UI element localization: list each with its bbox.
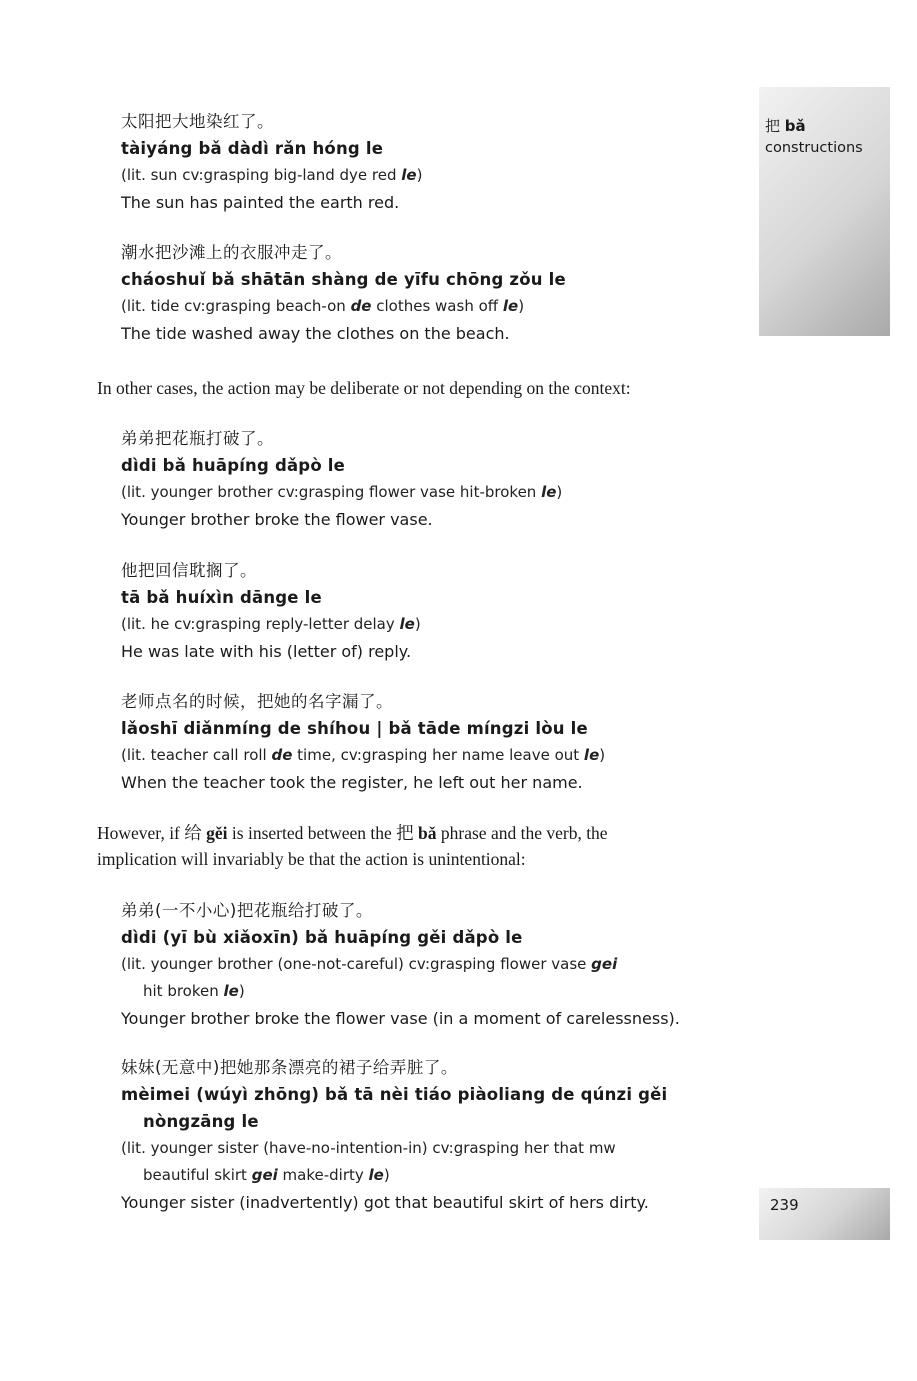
example-2 — [121, 239, 751, 347]
example-1 — [121, 108, 751, 216]
example-literal-continued: beautiful skirt gei make-dirty le) — [143, 1166, 390, 1184]
example-4 — [121, 557, 751, 665]
example-pinyin-continued: nòngzāng le — [143, 1112, 259, 1131]
example-hanzi: 老师点名的时候，把她的名字漏了。 — [121, 692, 393, 711]
example-5 — [121, 688, 751, 796]
page-number-tab — [759, 1188, 890, 1240]
example-hanzi: 他把回信耽搁了。 — [121, 561, 257, 580]
example-pinyin: dìdi (yī bù xiǎoxīn) bǎ huāpíng gěi dǎpò le — [121, 928, 523, 947]
section-tab-pinyin: bǎ — [784, 117, 806, 135]
example-pinyin: cháoshuǐ bǎ shātān shàng de yīfu chōng zǒu le — [121, 270, 566, 289]
example-translation: When the teacher took the register, he left out her name. — [121, 773, 583, 792]
prose-paragraph-2: However, if 给 gěi is inserted between the 把 bǎ phrase and the verb, the implication will invariably be that the action is unintentional: — [97, 823, 608, 869]
example-hanzi: 潮水把沙滩上的衣服冲走了。 — [121, 243, 342, 262]
section-tab-heading — [765, 115, 806, 136]
example-6 — [121, 897, 751, 1032]
example-translation: Younger brother broke the flower vase (in a moment of carelessness). — [121, 1009, 680, 1028]
example-translation: Younger sister (inadvertently) got that beautiful skirt of hers dirty. — [121, 1193, 649, 1212]
example-literal: (lit. younger brother (one-not-careful) cv:grasping flower vase gei — [121, 955, 618, 973]
example-translation: Younger brother broke the flower vase. — [121, 510, 433, 529]
section-tab-hanzi: 把 — [765, 117, 781, 135]
example-hanzi: 弟弟(一不小心)把花瓶给打破了。 — [121, 901, 373, 920]
example-literal: (lit. younger brother cv:grasping flower vase hit-broken le) — [121, 483, 563, 501]
example-7 — [121, 1054, 751, 1216]
page-number: 239 — [770, 1196, 799, 1214]
example-3 — [121, 425, 751, 533]
example-hanzi: 弟弟把花瓶打破了。 — [121, 429, 274, 448]
example-translation: The tide washed away the clothes on the beach. — [121, 324, 510, 343]
example-literal: (lit. teacher call roll de time, cv:grasping her name leave out le) — [121, 746, 606, 764]
example-pinyin: tā bǎ huíxìn dānge le — [121, 588, 322, 607]
example-literal: (lit. he cv:grasping reply-letter delay le) — [121, 615, 421, 633]
example-pinyin: lǎoshī diǎnmíng de shíhou | bǎ tāde míngzi lòu le — [121, 719, 588, 738]
example-literal: (lit. younger sister (have-no-intention-in) cv:grasping her that mw — [121, 1139, 616, 1157]
example-hanzi: 妹妹(无意中)把她那条漂亮的裙子给弄脏了。 — [121, 1058, 458, 1077]
example-hanzi: 太阳把大地染红了。 — [121, 112, 274, 131]
example-literal: (lit. sun cv:grasping big-land dye red le) — [121, 166, 423, 184]
section-tab-label: constructions — [765, 140, 863, 156]
prose-paragraph-1: In other cases, the action may be deliberate or not depending on the context: — [97, 378, 631, 398]
section-tab — [759, 87, 890, 336]
example-literal: (lit. tide cv:grasping beach-on de clothes wash off le) — [121, 297, 525, 315]
example-literal-continued: hit broken le) — [143, 982, 245, 1000]
example-pinyin: tàiyáng bǎ dàdì rǎn hóng le — [121, 139, 384, 158]
example-translation: The sun has painted the earth red. — [121, 193, 400, 212]
example-translation: He was late with his (letter of) reply. — [121, 642, 412, 661]
example-pinyin: mèimei (wúyì zhōng) bǎ tā nèi tiáo piàoliang de qúnzi gěi — [121, 1085, 668, 1104]
example-pinyin: dìdi bǎ huāpíng dǎpò le — [121, 456, 346, 475]
